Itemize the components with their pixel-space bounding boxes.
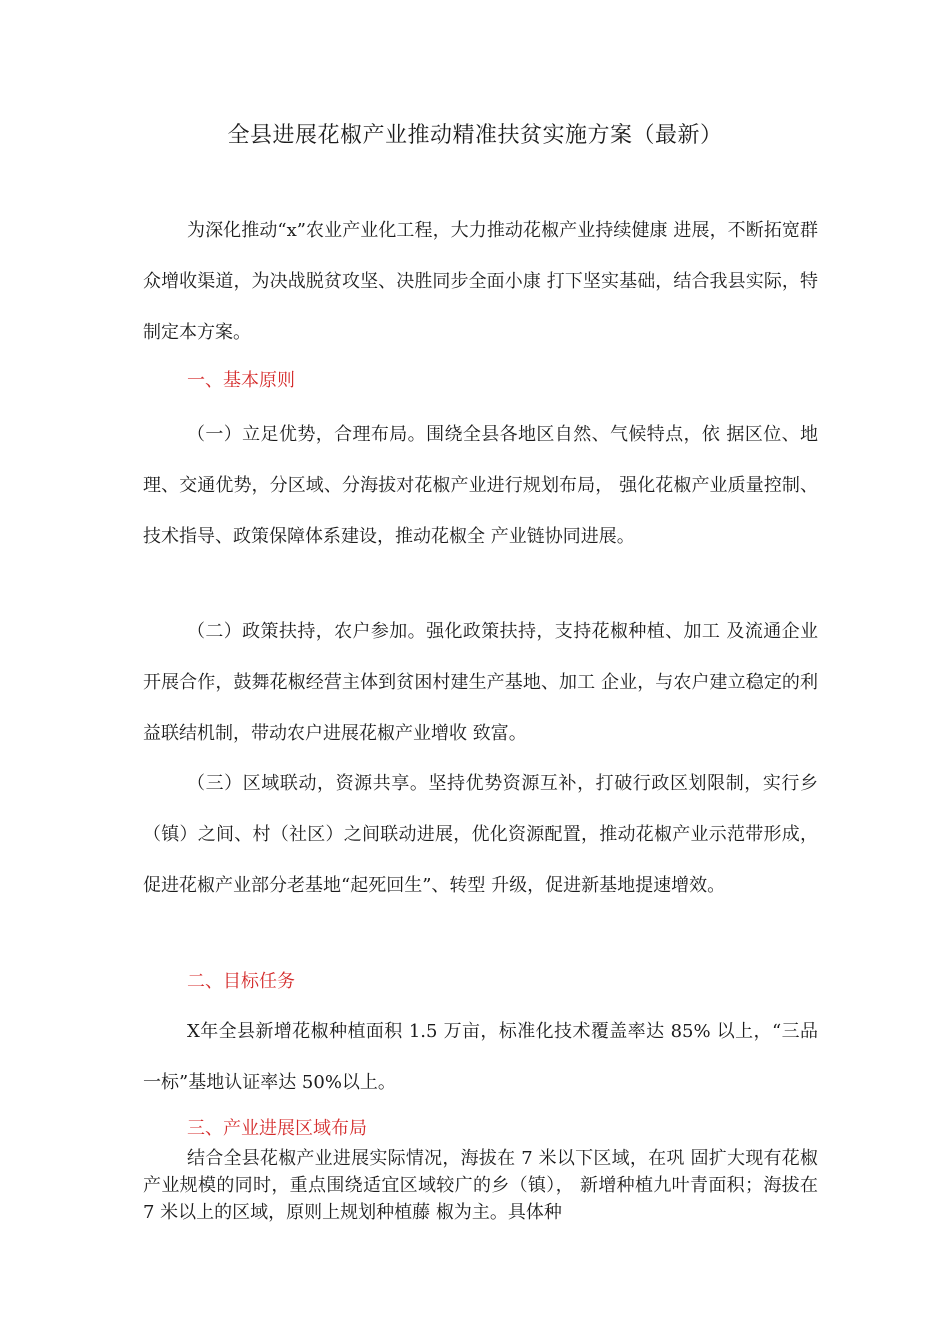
section-heading-principles: 一、基本原则 — [187, 370, 295, 391]
principle-paragraph-2: （二）政策扶持，农户参加。强化政策扶持，支持花椒种植、加工 及流通企业开展合作，鼓舞花椒经营主体到贫困村建生产基地、加工 企业，与农户建立稳定的利益联结机制，带动农户进展花椒产业增收 致富。 — [143, 621, 818, 744]
targets-paragraph: X年全县新增花椒种植面积 1.5 万亩，标准化技术覆盖率达 85% 以上，“三品一标”基地认证率达 50%以上。 — [143, 1021, 818, 1093]
layout-paragraph: 结合全县花椒产业进展实际情况，海拔在 7 米以下区域，在巩 固扩大现有花椒产业规模的同时，重点围绕适宜区域较广的乡（镇）， 新增种植九叶青面积；海拔在 7 米以上的区域，原则上规划种植藤 椒为主。具体种 — [143, 1148, 818, 1223]
principle-paragraph-1: （一）立足优势，合理布局。围绕全县各地区自然、气候特点，依 据区位、地理、交通优势，分区域、分海拔对花椒产业进行规划布局， 强化花椒产业质量控制、技术指导、政策保障体系建设，推动花椒全 产业链协同进展。 — [143, 424, 818, 547]
principle-paragraph-3: （三）区域联动，资源共享。坚持优势资源互补，打破行政区划限制，实行乡（镇）之间、村（社区）之间联动进展，优化资源配置，推动花椒产业示范带形成，促进花椒产业部分老基地“起死回生”、转型 升级，促进新基地提速增效。 — [143, 773, 818, 896]
section-heading-layout: 三、产业进展区域布局 — [187, 1118, 367, 1139]
document-title: 全县进展花椒产业推动精准扶贫实施方案（最新） — [227, 123, 723, 148]
intro-paragraph: 为深化推动“x”农业产业化工程，大力推动花椒产业持续健康 进展，不断拓宽群众增收渠道，为决战脱贫攻坚、决胜同步全面小康 打下坚实基础，结合我县实际，特制定本方案。 — [143, 220, 818, 343]
section-heading-targets: 二、目标任务 — [187, 971, 295, 992]
